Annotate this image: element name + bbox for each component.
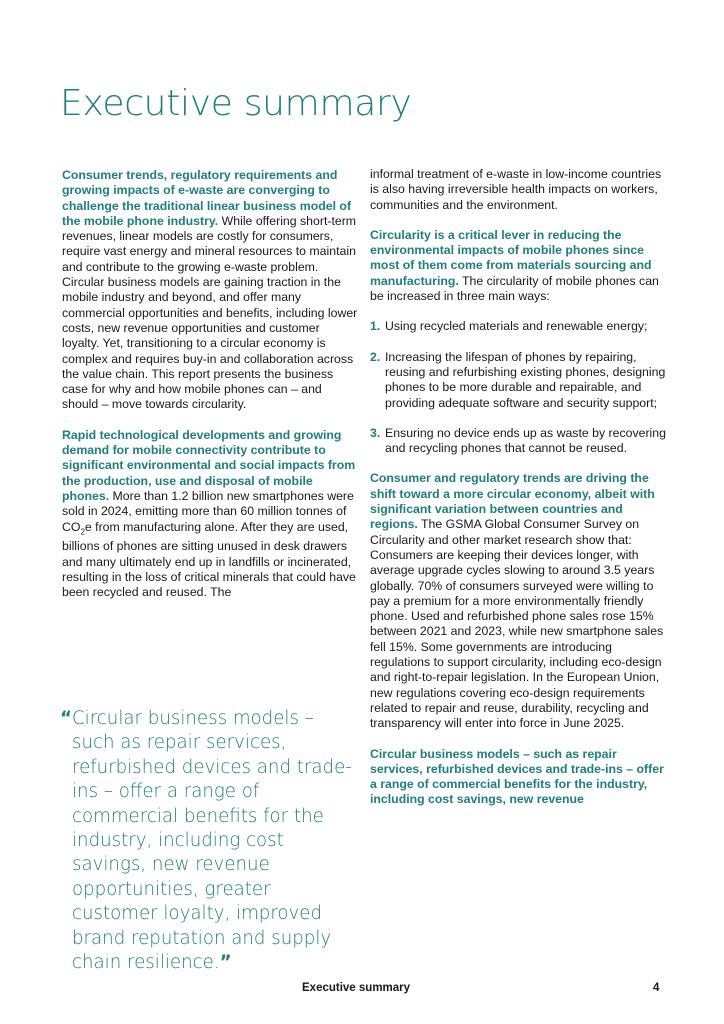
paragraph-continued xyxy=(370,167,670,213)
paragraph-circularity xyxy=(370,228,670,304)
close-quote-mark: ” xyxy=(219,952,232,974)
list-number: 2. xyxy=(370,349,381,364)
page-title: Executive summary xyxy=(60,83,412,124)
list-item xyxy=(370,350,670,411)
paragraph-linear-model xyxy=(62,168,358,413)
lead-sentence: Circularity is a critical lever in reducing the environmental impacts of mobile phones since most of them come from materials sourcing and manufacturing. xyxy=(370,227,652,288)
right-column xyxy=(370,167,670,823)
lead-sentence: Circular business models – such as repair services, refurbished devices and trade-ins – offer a range of commercial benefits for the industry, including cost savings, new revenue xyxy=(370,746,664,807)
footer-section-title: Executive summary xyxy=(302,982,411,994)
list-item xyxy=(370,426,670,457)
open-quote-mark: “ xyxy=(60,708,72,729)
body-text: More than 1.2 billion new smartphones were sold in 2024, emitting more than 60 million tonnes of CO xyxy=(62,488,354,534)
list-text: Increasing the lifespan of phones by repairing, reusing and refurbishing existing phones, designing phones to be more durable and repairable, and providing adequate software and security support; xyxy=(385,349,666,410)
paragraph-business-models xyxy=(370,747,670,808)
paragraph-impacts xyxy=(62,428,358,601)
lead-sentence: Rapid technological developments and growing demand for mobile connectivity contribute to significant environmental and social impacts from the production, use and disposal of mobile phones. xyxy=(62,427,356,503)
lead-sentence: Consumer and regulatory trends are driving the shift toward a more circular economy, albeit with significant variation between countries and regions. xyxy=(370,471,655,532)
page-number: 4 xyxy=(653,982,660,994)
left-column xyxy=(62,168,358,615)
list-number: 1. xyxy=(370,319,381,334)
body-text: The circularity of mobile phones can be increased in three main ways: xyxy=(370,273,659,304)
list-text: Using recycled materials and renewable energy; xyxy=(385,319,648,334)
paragraph-trends xyxy=(370,471,670,731)
body-text: e from manufacturing alone. After they are used, billions of phones are sitting unused in desk drawers and many ultimately end up in landfills or incinerated, resulting in the loss of critical minerals that could have been recycled and reused. The xyxy=(62,519,356,600)
subscript-2: 2 xyxy=(80,526,85,536)
lead-sentence: Consumer trends, regulatory requirements and growing impacts of e-waste are converging to challenge the traditional linear business model of the mobile phone industry. xyxy=(62,168,352,228)
circularity-ways-list xyxy=(370,319,670,456)
body-text: While offering short-term revenues, linear models are costly for consumers, require vast energy and mineral resources to maintain and contribute to the growing e-waste problem. Circular business models are gaining traction in the mobile industry and beyond, and offer many commercial opportunities and benefits, including lower costs, new revenue opportunities and customer loyalty. Yet, transitioning to a circular economy is complex and requires buy-in and collaboration across the value chain. This report presents the business case for why and how mobile phones can – and should – move towards circularity. xyxy=(62,213,358,412)
list-item xyxy=(370,319,670,334)
quote-text: Circular business models – such as repair services, refurbished devices and trade-ins – offer a range of commercial benefits for the industry, including cost savings, new revenue opportunities, greater customer loyalty, improved brand reputation and supply chain resilience. xyxy=(71,708,352,974)
pull-quote xyxy=(60,707,362,975)
body-text: The GSMA Global Consumer Survey on Circularity and other market research show that: Consumers are keeping their devices longer, with average upgrade cycles slowing to around 3.5 years globally. 70% of consumers surveyed were willing to pay a premium for a more environmentally friendly phone. Used and refurbished phone sales rose 15% between 2021 and 2023, while new smartphone sales fell 15%. Some governments are introducing regulations to support circularity, including eco-design and right-to-repair legislation. In the European Union, new regulations covering eco-design requirements related to repair and reuse, durability, recycling and transparency will enter into force in June 2025. xyxy=(370,517,664,731)
list-text: Ensuring no device ends up as waste by recovering and recycling phones that cannot be reused. xyxy=(385,425,666,456)
list-number: 3. xyxy=(370,425,381,440)
body-text: informal treatment of e-waste in low-income countries is also having irreversible health impacts on workers, communities and the environment. xyxy=(370,167,662,212)
